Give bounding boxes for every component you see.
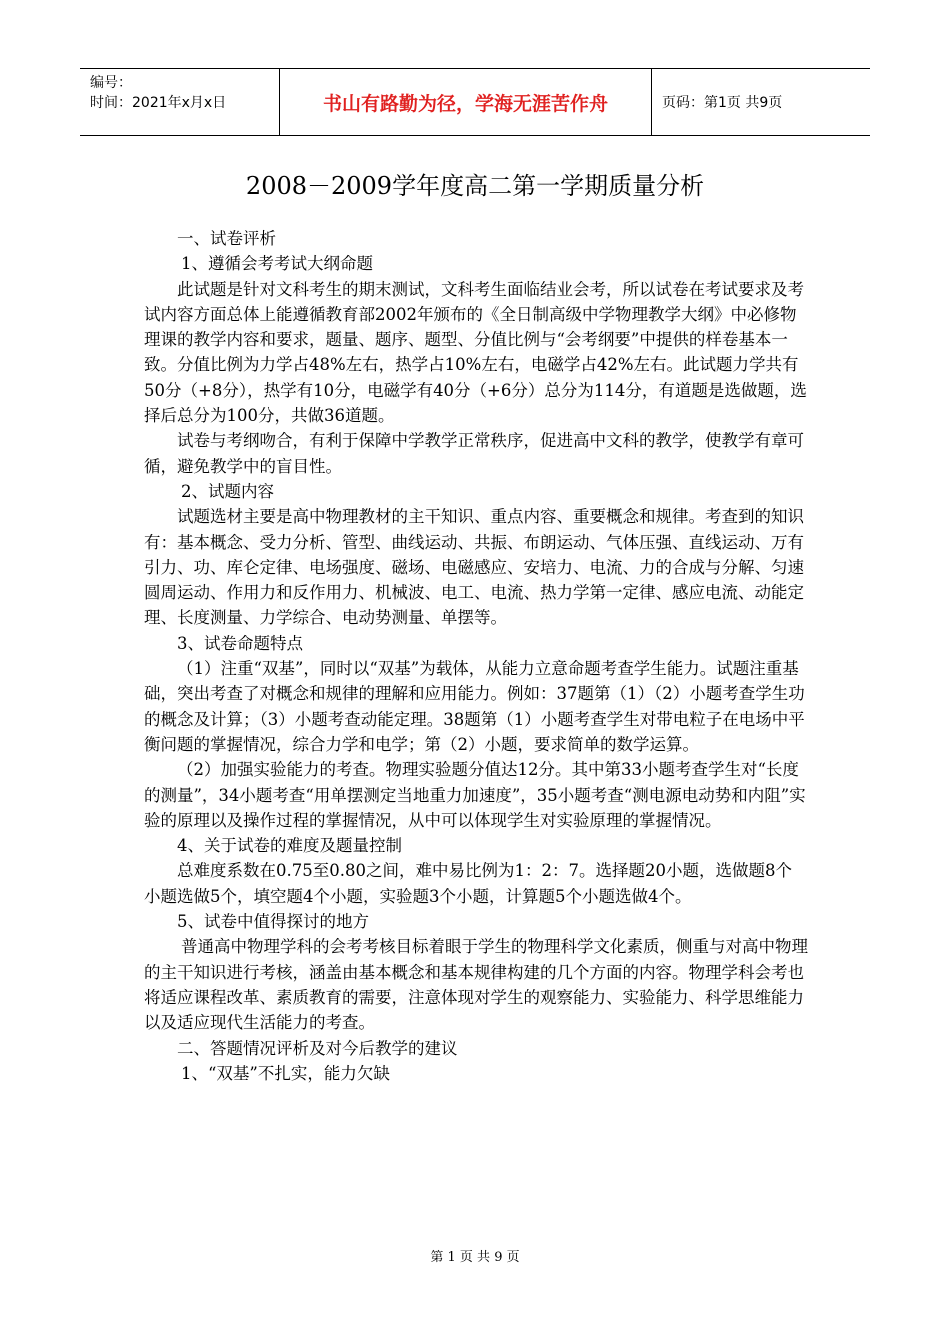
paragraph: 普通高中物理学科的会考考核目标着眼于学生的物理科学文化素质，侧重与对高中物理的主干知识进行考核，涵盖由基本概念和基本规律构建的几个方面的内容。物理学科会考也将适应课程改革、素质教育的需要，注意体现对学生的观察能力、实验能力、科学思维能力以及适应现代生活能力的考查。: [144, 937, 808, 1033]
paragraph: 总难度系数在0.75至0.80之间，难中易比例为1：2：7。选择题20小题，选做题8个小题选做5个，填空题4个小题，实验题3个小题，计算题5个小题选做4个。: [144, 861, 792, 906]
subsection-heading: 1、遵循会考考试大纲命题: [181, 254, 373, 274]
subsection-heading: 1、“双基”不扎实，能力欠缺: [181, 1063, 390, 1083]
page-footer: 第 1 页 共 9 页: [430, 1250, 520, 1265]
subsection-heading: 3、试卷命题特点: [177, 633, 303, 653]
subsection-heading: 2、试题内容: [181, 481, 274, 501]
header-page-number: 页码：第1页 共9页: [662, 95, 783, 111]
paragraph: （2）加强实验能力的考查。物理实验题分值达12分。其中第33小题考查学生对“长度的测量”，34小题考查“用单摆测定当地重力加速度”，35小题考查“测电源电动势和内阻”实验的原理以及操作过程的掌握情况，从中可以体现学生对实验原理的掌握情况。: [144, 760, 806, 830]
document-title: 2008－2009学年度高二第一学期质量分析: [245, 172, 705, 200]
paragraph: 试卷与考纲吻合，有利于保障中学教学正常秩序，促进高中文科的教学，使教学有章可循，避免教学中的盲目性。: [144, 431, 804, 476]
paragraph: （1）注重“双基”，同时以“双基”为载体，从能力立意命题考查学生能力。试题注重基础，突出考查了对概念和规律的理解和应用能力。例如：37题第（1）（2）小题考查学生功的概念及计算；（3）小题考查动能定理。38题第（1）小题考查学生对带电粒子在电场中平衡问题的掌握情况，综合力学和电学；第（2）小题，要求简单的数学运算。: [144, 659, 805, 754]
header-motto: 书山有路勤为径，学海无涯苦作舟: [280, 69, 652, 135]
subsection-heading: 4、关于试卷的难度及题量控制: [177, 836, 402, 856]
header-meta: [80, 69, 280, 135]
section-heading: 一、试卷评析: [177, 229, 276, 248]
document-body: [144, 226, 808, 1086]
subsection-heading: 5、试卷中值得探讨的地方: [177, 912, 369, 932]
page-header: [80, 68, 870, 136]
paragraph: 此试题是针对文科考生的期末测试，文科考生面临结业会考，所以试卷在考试要求及考试内容方面总体上能遵循教育部2002年颁布的《全日制高级中学物理教学大纲》中必修物理课的教学内容和要求，题量、题序、题型、分值比例与“会考纲要”中提供的样卷基本一致。分值比例为力学占48%左右，热学占10%左右，电磁学占42%左右。此试题力学共有50分（+8分），热学有10分，电磁学有40分（+6分）总分为114分，有道题是选做题，选择后总分为100分，共做36道题。: [144, 279, 807, 426]
section-heading: 二、答题情况评析及对今后教学的建议: [177, 1038, 458, 1058]
header-time: 时间：2021年x月x日: [90, 95, 227, 111]
header-number: 编号：: [90, 75, 132, 91]
paragraph: 试题选材主要是高中物理教材的主干知识、重点内容、重要概念和规律。考查到的知识有：基本概念、受力分析、管型、曲线运动、共振、布朗运动、气体压强、直线运动、万有引力、功、库仑定律、电场强度、磁场、电磁感应、安培力、电流、力的合成与分解、匀速圆周运动、作用力和反作用力、机械波、电工、电流、热力学第一定律、感应电流、动能定理、长度测量、力学综合、电动势测量、单摆等。: [144, 507, 804, 628]
